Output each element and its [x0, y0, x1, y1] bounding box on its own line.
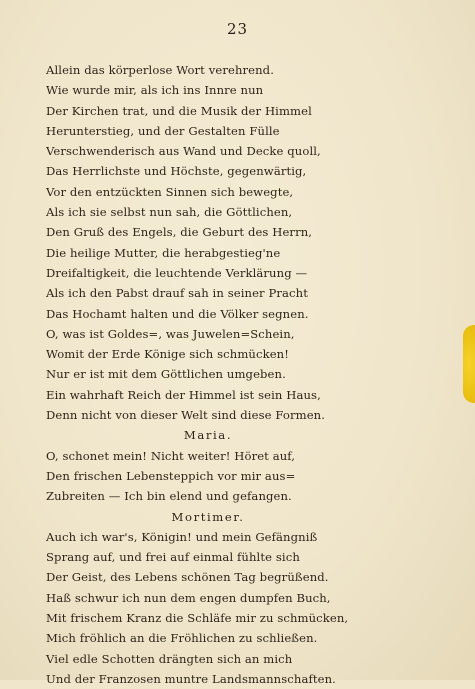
verse-line: Und der Franzosen muntre Landsmannschaften. [46, 671, 336, 686]
verse-line: Denn nicht von dieser Welt sind diese Formen. [46, 408, 326, 423]
page-number: 23 [226, 20, 249, 38]
verse-line: Als ich sie selbst nun sah, die Göttlichen, [46, 205, 293, 220]
verse-line: Das Hochamt halten und die Völker segnen. [46, 306, 309, 321]
speaker-name: Mortimer. [171, 509, 245, 524]
verse-text-block [46, 60, 349, 689]
verse-line: Haß schwur ich nun dem engen dumpfen Buch, [46, 590, 331, 605]
verse-line: O, schonet mein! Nicht weiter! Höret auf, [46, 448, 296, 463]
verse-line: Mich fröhlich an die Fröhlichen zu schließen. [46, 631, 318, 646]
speaker-name: Maria. [183, 428, 233, 443]
verse-line: Vor den entzückten Sinnen sich bewegte, [46, 184, 294, 199]
verse-line: Der Geist, des Lebens schönen Tag begrüßend. [46, 570, 329, 585]
verse-line: Zubreiten — Ich bin elend und gefangen. [46, 489, 292, 504]
verse-line: Nur er ist mit dem Göttlichen umgeben. [46, 367, 286, 382]
verse-line: Mit frischem Kranz die Schläfe mir zu schmücken, [46, 611, 349, 626]
verse-line: Wie wurde mir, als ich ins Innre nun [46, 83, 264, 98]
verse-line: Auch ich war's, Königin! und mein Gefängniß [46, 529, 318, 544]
verse-line: Den Gruß des Engels, die Geburt des Herrn, [46, 225, 313, 240]
verse-line: Ein wahrhaft Reich der Himmel ist sein Haus, [46, 387, 321, 402]
verse-line: Der Kirchen trat, und die Musik der Himmel [46, 103, 312, 118]
verse-line: Dreifaltigkeit, die leuchtende Verklärung — [46, 265, 308, 280]
verse-line: Verschwenderisch aus Wand und Decke quoll, [46, 144, 321, 159]
verse-line: Die heilige Mutter, die herabgestieg'ne [46, 245, 281, 260]
verse-line: Viel edle Schotten drängten sich an mich [46, 651, 293, 666]
verse-line: Den frischen Lebensteppich vor mir aus= [46, 468, 296, 483]
verse-line: O, was ist Goldes=, was Juwelen=Schein, [46, 326, 295, 341]
verse-line: Als ich den Pabst drauf sah in seiner Pracht [46, 286, 308, 301]
verse-line: Allein das körperlose Wort verehrend. [46, 63, 274, 77]
yellow-page-marker-tab [463, 325, 475, 403]
verse-line: Das Herrlichste und Höchste, gegenwärtig, [46, 164, 307, 179]
verse-line: Herunterstieg, und der Gestalten Fülle [46, 123, 280, 138]
verse-line: Sprang auf, und frei auf einmal fühlte sich [46, 550, 300, 565]
verse-line: Womit der Erde Könige sich schmücken! [46, 347, 289, 362]
